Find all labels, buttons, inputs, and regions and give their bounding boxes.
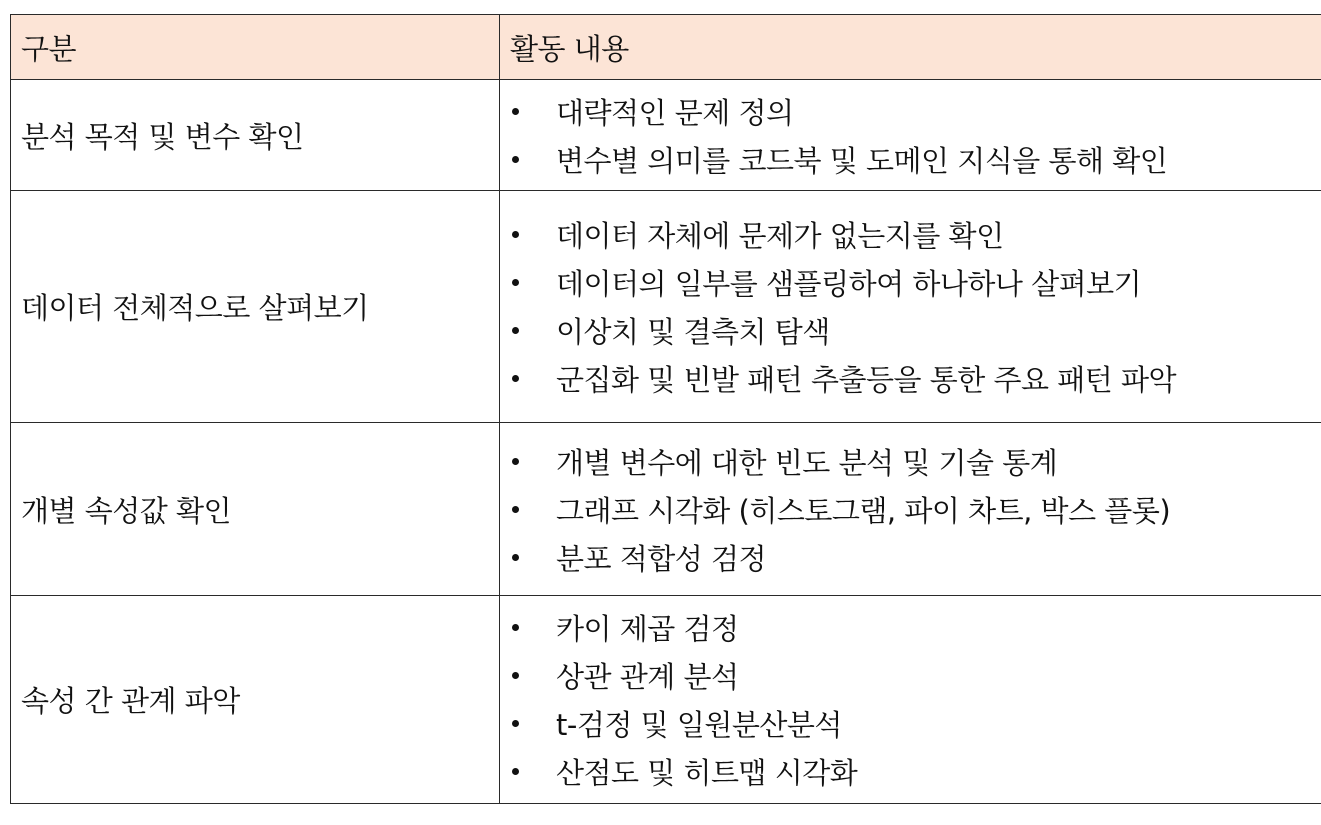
bullet-icon [512,768,519,775]
activity-text: t-검정 및 일원분산분석 [556,708,842,742]
row-category: 개별 속성값 확인 [11,423,500,596]
table-row [11,80,1321,191]
list-item [500,748,1321,796]
list-item [500,135,1321,183]
list-item [500,437,1321,485]
activity-text: 데이터 자체에 문제가 없는지를 확인 [556,219,1004,253]
activity-list [500,604,1321,796]
row-activities [500,80,1321,191]
list-item [500,259,1321,307]
activity-text: 대략적인 문제 정의 [556,95,794,130]
bullet-icon [512,231,519,238]
activity-text: 그래프 시각화 (히스토그램, 파이 차트, 박스 플롯) [556,493,1171,528]
list-item [500,355,1321,403]
activity-text: 데이터의 일부를 샘플링하여 하나하나 살펴보기 [556,267,1142,301]
bullet-icon [512,672,519,679]
list-item [500,307,1321,355]
activity-list [500,87,1321,183]
row-activities [500,596,1321,804]
row-category: 속성 간 관계 파악 [11,596,500,804]
bullet-icon [512,720,519,727]
bullet-icon [512,375,519,382]
row-activities [500,423,1321,596]
row-category: 분석 목적 및 변수 확인 [11,80,500,191]
list-item [500,485,1321,533]
row-category: 데이터 전체적으로 살펴보기 [11,191,500,423]
header-activities: 활동 내용 [500,15,1321,80]
activity-text: 상관 관계 분석 [556,660,739,694]
table-header-row [11,15,1321,80]
activity-text: 카이 제곱 검정 [556,612,739,646]
list-item [500,87,1321,135]
bullet-icon [512,506,519,513]
activity-text: 군집화 및 빈발 패턴 추출등을 통한 주요 패턴 파악 [556,363,1177,397]
bullet-icon [512,624,519,631]
bullet-icon [512,458,519,465]
eda-activity-table-container [10,14,1321,804]
bullet-icon [512,108,519,115]
list-item [500,211,1321,259]
list-item [500,652,1321,700]
bullet-icon [512,156,519,163]
table-row [11,596,1321,804]
bullet-icon [512,554,519,561]
activity-list [500,211,1321,403]
activity-text: 산점도 및 히트맵 시각화 [556,756,858,790]
bullet-icon [512,279,519,286]
bullet-icon [512,327,519,334]
activity-text: 변수별 의미를 코드북 및 도메인 지식을 통해 확인 [556,143,1168,178]
list-item [500,700,1321,748]
eda-activity-table [10,14,1321,804]
activity-text: 이상치 및 결측치 탐색 [556,315,830,349]
header-category: 구분 [11,15,500,80]
table-row [11,423,1321,596]
activity-text: 개별 변수에 대한 빈도 분석 및 기술 통계 [556,445,1058,480]
activity-text: 분포 적합성 검정 [556,541,767,576]
list-item [500,533,1321,581]
table-row [11,191,1321,423]
activity-list [500,437,1321,581]
list-item [500,604,1321,652]
row-activities [500,191,1321,423]
